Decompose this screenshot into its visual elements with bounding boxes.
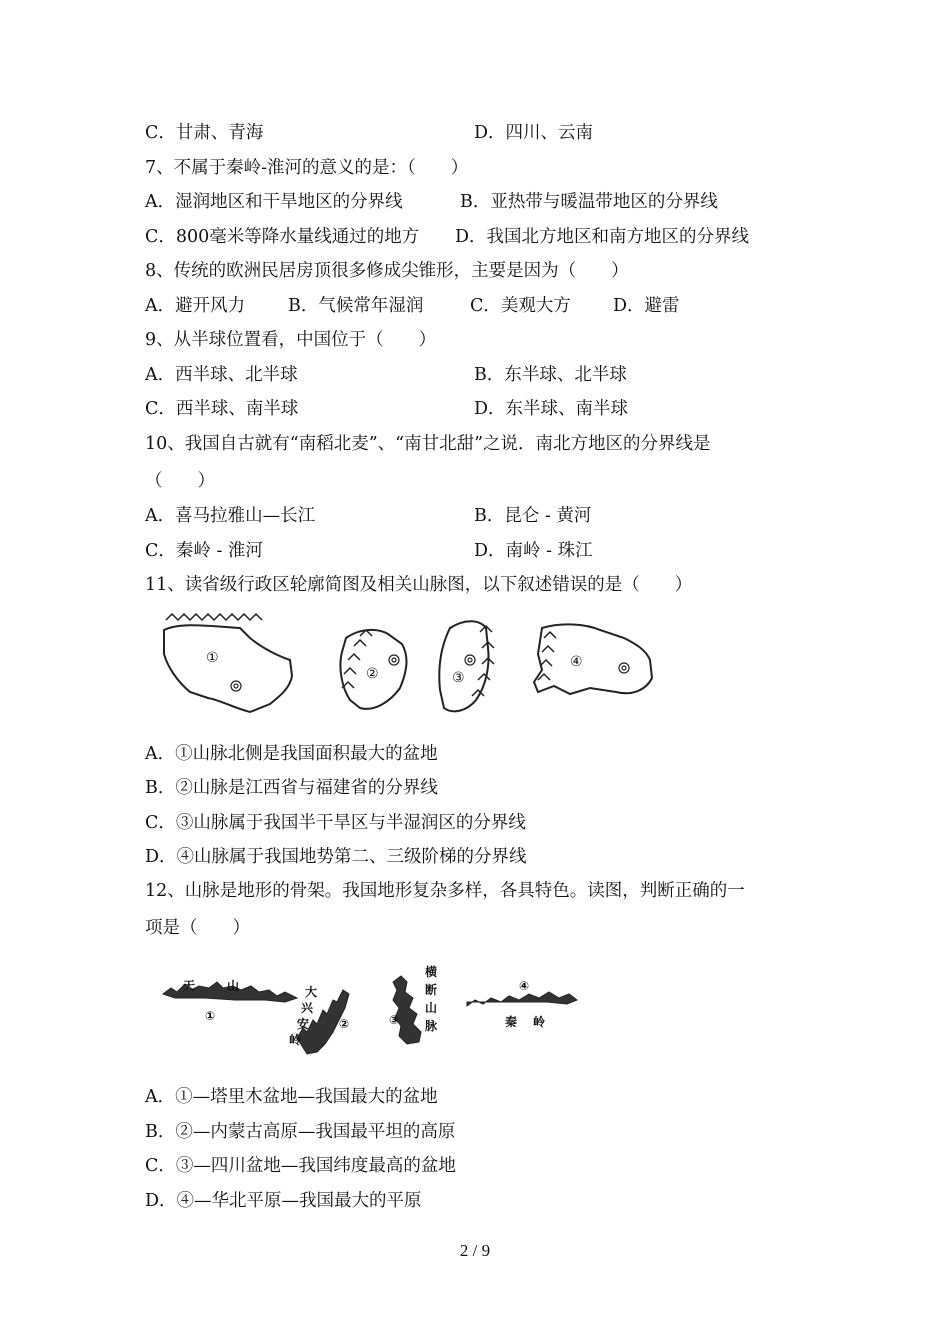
province-4-outline <box>534 624 652 694</box>
q7-option-b: B．亚热带与暖温带地区的分界线 <box>460 192 718 212</box>
q10-option-c: C．秦岭 - 淮河 <box>145 541 263 561</box>
range3-char-3: 山 <box>425 1001 438 1015</box>
range1-char-2: 山 <box>227 979 240 993</box>
province-3-outline <box>439 621 488 711</box>
q8-option-c: C．美观大方 <box>470 296 571 316</box>
range3-char-2: 断 <box>425 983 438 997</box>
q6-option-d: D．四川、云南 <box>474 123 594 143</box>
q7-option-c: C．800毫米等降水量线通过的地方 <box>145 227 420 247</box>
q10-stem: 10、我国自古就有“南稻北麦”、“南甘北甜”之说．南北方地区的分界线是 <box>145 434 711 454</box>
q12-stem: 12、山脉是地形的骨架。我国地形复杂多样，各具特色。读图，判断正确的一 <box>145 881 745 901</box>
q9-stem: 9、从半球位置看，中国位于（ ） <box>145 330 437 350</box>
q12-stem-cont: 项是（ ） <box>145 918 250 938</box>
figure11-label-3: ③ <box>452 670 465 686</box>
q9-option-b: B．东半球、北半球 <box>474 365 627 385</box>
range2-number: ② <box>339 1017 350 1031</box>
range2-char-1: 大 <box>305 985 318 999</box>
range3-char-4: 脉 <box>425 1019 438 1033</box>
q11-option-a: A．①山脉北侧是我国面积最大的盆地 <box>145 744 438 764</box>
q12-option-a: A．①—塔里木盆地—我国最大的盆地 <box>145 1087 438 1107</box>
q6-option-c: C．甘肃、青海 <box>145 123 264 143</box>
figure11-label-2: ② <box>366 666 379 682</box>
q8-option-a: A．避开风力 <box>145 296 246 316</box>
province-outline-figure <box>150 608 670 720</box>
range1-char-1: 天 <box>183 979 196 993</box>
range4-number: ④ <box>519 979 530 993</box>
q11-stem: 11、读省级行政区轮廓简图及相关山脉图，以下叙述错误的是（ ） <box>145 575 693 595</box>
q12-option-d: D．④—华北平原—我国最大的平原 <box>145 1191 422 1211</box>
figure11-label-4: ④ <box>570 654 583 670</box>
range4-char-2: 岭 <box>533 1015 546 1029</box>
q7-stem: 7、不属于秦岭-淮河的意义的是：（ ） <box>145 158 469 178</box>
q11-option-c: C．③山脉属于我国半干旱区与半湿润区的分界线 <box>145 813 526 833</box>
range4-char-1: 秦 <box>505 1015 518 1029</box>
range2-char-2: 兴 <box>301 1001 314 1015</box>
province-1-outline <box>164 625 292 712</box>
mountain-range-3 <box>393 976 421 1044</box>
figure11-label-1: ① <box>206 650 219 666</box>
q9-option-c: C．西半球、南半球 <box>145 399 299 419</box>
q12-option-b: B．②—内蒙古高原—我国最平坦的高原 <box>145 1122 456 1142</box>
range2-char-3: 安 <box>297 1017 310 1031</box>
q8-option-b: B．气候常年湿润 <box>288 296 424 316</box>
mountain-ranges-figure <box>155 960 585 1060</box>
q11-option-d: D．④山脉属于我国地势第二、三级阶梯的分界线 <box>145 847 527 867</box>
page-number: 2 / 9 <box>459 1241 491 1260</box>
range3-number: ③ <box>389 1013 400 1027</box>
q10-option-d: D．南岭 - 珠江 <box>474 541 593 561</box>
q8-stem: 8、传统的欧洲民居房顶很多修成尖锥形，主要是因为（ ） <box>145 261 629 281</box>
q11-option-b: B．②山脉是江西省与福建省的分界线 <box>145 778 438 798</box>
q10-option-b: B．昆仑 - 黄河 <box>474 506 592 526</box>
mountain-range-4 <box>467 992 577 1006</box>
mountain-1-symbol <box>166 614 262 620</box>
q9-option-d: D．东半球、南半球 <box>474 399 629 419</box>
range2-char-4: 岭 <box>289 1033 302 1047</box>
q10-option-a: A．喜马拉雅山—长江 <box>145 506 316 526</box>
q12-option-c: C．③—四川盆地—我国纬度最高的盆地 <box>145 1156 456 1176</box>
range1-number: ① <box>205 1009 216 1023</box>
q7-option-d: D．我国北方地区和南方地区的分界线 <box>455 227 750 247</box>
q7-option-a: A．湿润地区和干旱地区的分界线 <box>145 192 403 212</box>
q10-stem-bracket: （ ） <box>145 471 215 491</box>
q8-option-d: D．避雷 <box>613 296 680 316</box>
range3-char-1: 横 <box>425 965 438 979</box>
q9-option-a: A．西半球、北半球 <box>145 365 298 385</box>
